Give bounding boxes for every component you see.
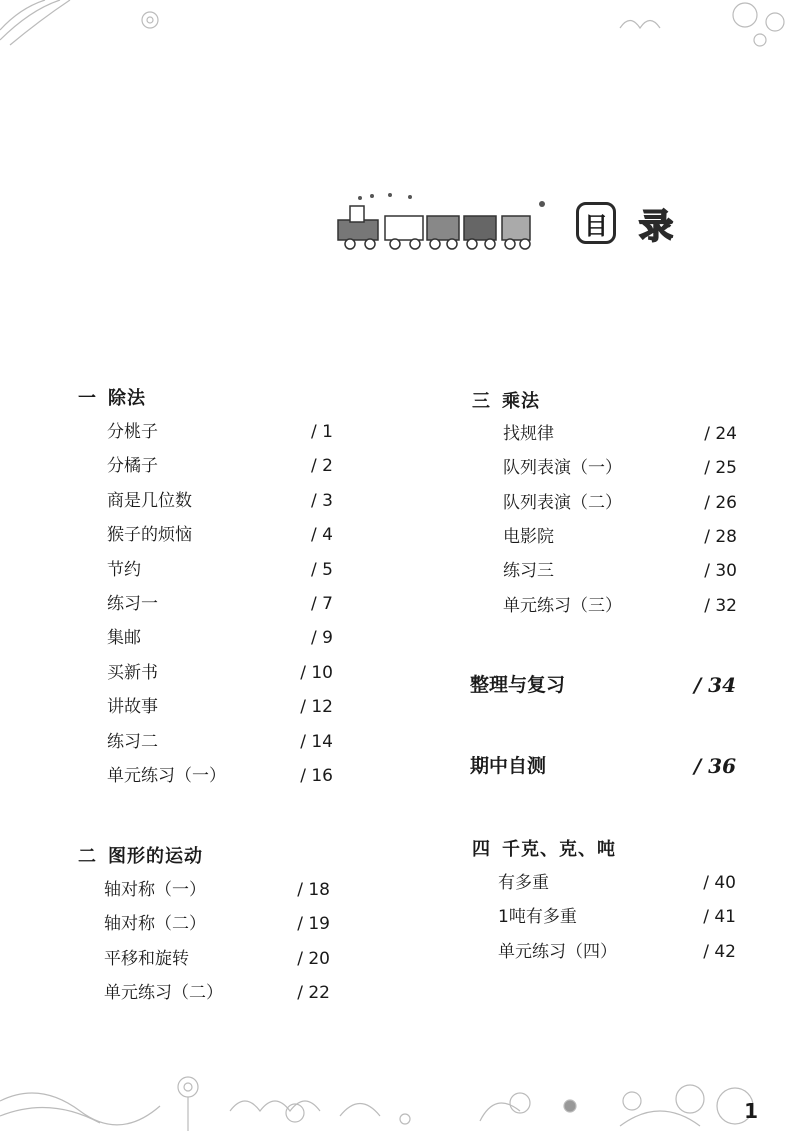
toc-entry-label: 单元练习（四）: [498, 941, 617, 962]
toc-entry[interactable]: [104, 981, 330, 1005]
toc-entry-page: / 10: [300, 662, 333, 683]
review-label: 整理与复习: [470, 674, 566, 696]
toc-entry[interactable]: [104, 912, 330, 936]
toc-entry-label: 买新书: [107, 662, 158, 683]
toc-entry-label: 讲故事: [107, 697, 158, 718]
toc-entry[interactable]: [498, 940, 736, 964]
toc-entry-page: / 5: [311, 559, 333, 580]
toc-entry[interactable]: [503, 525, 737, 549]
toc-entry[interactable]: [107, 695, 333, 719]
section-heading-1: [78, 384, 146, 410]
toc-entry[interactable]: [107, 661, 333, 685]
toc-entry-page: / 14: [300, 731, 333, 752]
review-page: / 34: [693, 673, 736, 697]
toc-entry[interactable]: [503, 491, 737, 515]
toc-entry-label: 1吨有多重: [498, 907, 577, 928]
toc-entry[interactable]: [107, 730, 333, 754]
bottom-decoration: [0, 1061, 800, 1131]
toc-entry-page: / 9: [311, 628, 333, 649]
toc-entry-label: 轴对称（一）: [104, 880, 206, 900]
section-heading-3: [472, 387, 540, 413]
toc-entry-label: 队列表演（一）: [503, 458, 622, 479]
toc-entry-page: / 7: [311, 594, 333, 614]
toc-entry[interactable]: [107, 489, 333, 513]
section-number: 二: [78, 846, 97, 867]
section-number: 三: [472, 391, 491, 412]
section-title: 除法: [108, 388, 146, 409]
toc-entry-page: / 42: [703, 941, 736, 962]
toc-entry-label: 分桃子: [107, 422, 158, 442]
toc-entry-label: 商是几位数: [107, 490, 192, 511]
toc-entry[interactable]: [107, 454, 333, 478]
toc-entry-page: / 28: [704, 526, 737, 547]
toc-entry-page: / 12: [300, 697, 333, 718]
toc-entry-label: 有多重: [498, 873, 549, 893]
toc-entry-page: / 2: [311, 456, 333, 477]
toc-entry[interactable]: [503, 422, 737, 446]
section-heading-2: [78, 842, 203, 868]
toc-entry[interactable]: [503, 594, 737, 618]
toc-entry-page: / 22: [297, 982, 330, 1003]
toc-entry-page: / 1: [311, 422, 333, 442]
midterm-page: / 36: [693, 754, 736, 778]
toc-entry[interactable]: [107, 592, 333, 616]
page-number: 1: [744, 1099, 758, 1123]
toc-entry-page: / 16: [300, 766, 333, 786]
title-char-mu: 目: [576, 202, 616, 244]
toc-entry-label: 猴子的烦恼: [107, 525, 192, 546]
top-decoration: [0, 0, 800, 60]
toc-entry-page: / 18: [297, 880, 330, 900]
train-illustration: [330, 192, 560, 252]
toc-entry-label: 队列表演（二）: [503, 492, 622, 513]
toc-entry-label: 找规律: [503, 424, 554, 444]
toc-entry-page: / 24: [704, 424, 737, 444]
toc-entry-label: 轴对称（二）: [104, 914, 206, 935]
toc-entry[interactable]: [498, 905, 736, 929]
section-title: 千克、克、吨: [502, 839, 616, 860]
toc-entry-page: / 30: [704, 561, 737, 582]
toc-entry-page: / 19: [297, 914, 330, 935]
toc-entry[interactable]: [498, 871, 736, 895]
toc-entry[interactable]: [107, 626, 333, 650]
toc-entry-label: 平移和旋转: [104, 948, 189, 969]
toc-entry-label: 单元练习（二）: [104, 982, 223, 1003]
toc-entry[interactable]: [107, 523, 333, 547]
toc-entry-label: 练习二: [107, 731, 158, 752]
toc-entry-label: 单元练习（三）: [503, 595, 622, 616]
toc-entry-label: 单元练习（一）: [107, 766, 226, 786]
section-number: 一: [78, 388, 97, 409]
toc-entry-page: / 20: [297, 948, 330, 969]
title-char-lu: 录: [639, 206, 673, 247]
toc-entry-label: 电影院: [503, 526, 554, 547]
section-number: 四: [472, 839, 491, 860]
section-title: 乘法: [502, 391, 540, 412]
toc-entry-page: / 41: [703, 907, 736, 928]
toc-entry-page: / 26: [704, 492, 737, 513]
section-title: 图形的运动: [108, 846, 203, 867]
toc-entry-page: / 40: [703, 873, 736, 893]
toc-entry[interactable]: [107, 764, 333, 788]
toc-entry[interactable]: [104, 878, 330, 902]
toc-entry-page: / 32: [704, 595, 737, 616]
toc-entry[interactable]: [107, 558, 333, 582]
midterm-label: 期中自测: [470, 755, 547, 777]
toc-entry[interactable]: [503, 456, 737, 480]
toc-entry-page: / 3: [311, 490, 333, 511]
toc-entry-label: 分橘子: [107, 456, 158, 477]
section-heading-4: [472, 835, 616, 861]
toc-entry[interactable]: [104, 947, 330, 971]
review-entry[interactable]: [470, 671, 736, 699]
toc-entry[interactable]: [107, 420, 333, 444]
toc-entry-page: / 25: [704, 458, 737, 479]
toc-entry-label: 练习三: [503, 561, 554, 582]
toc-entry-label: 节约: [107, 559, 141, 580]
toc-entry-label: 练习一: [107, 594, 158, 614]
midterm-entry[interactable]: [470, 752, 736, 780]
toc-entry-page: / 4: [311, 525, 333, 546]
toc-entry[interactable]: [503, 559, 737, 583]
toc-entry-label: 集邮: [107, 628, 141, 649]
